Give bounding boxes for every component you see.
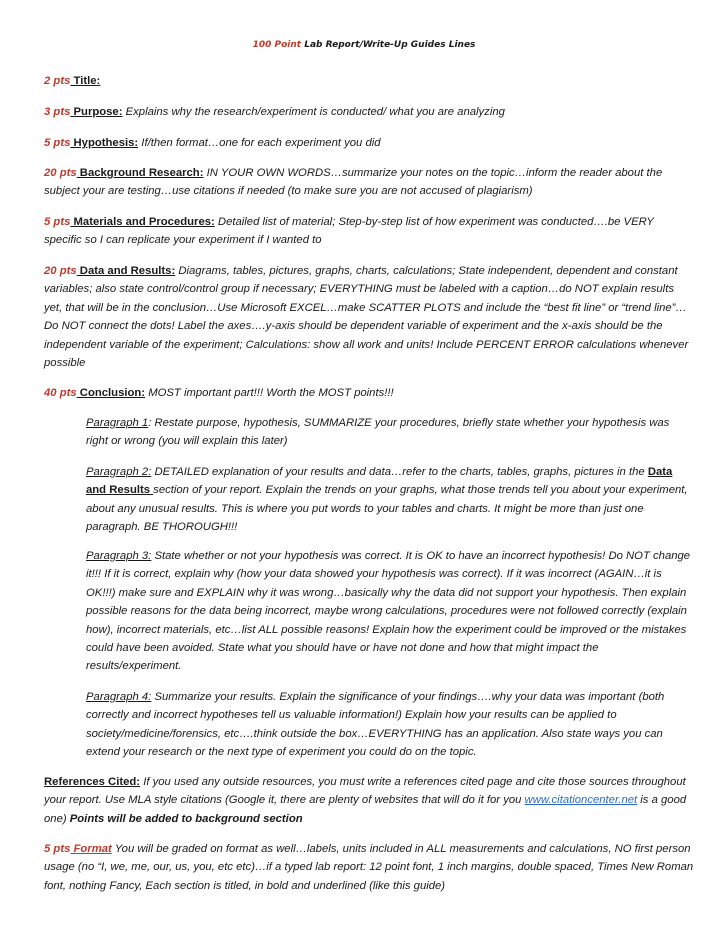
paragraph-2	[86, 463, 694, 537]
section-conclusion	[44, 384, 694, 402]
section-body: If you used any outside resources, you must write a references cited page and cite those sources throughout your report. Use MLA style citations (Google it, there are plenty of websites that will do it for you	[44, 776, 686, 807]
section-references	[44, 773, 694, 828]
section-body: Detailed list of material; Step-by-step list of how experiment was conducted….be VERY specific so I can replicate your experiment if I wanted to	[44, 216, 654, 247]
section-body: Explains why the research/experiment is conducted/ what you are analyzing	[122, 106, 505, 118]
paragraph-body-cont: section of your report. Explain the trends on your graphs, what those trends tell you about your experiment, about any unusual results. This is where you put words to your tables and charts. It might be more than just one paragraph. BE THOROUGH!!!	[86, 484, 688, 534]
paragraph-body: Summarize your results. Explain the significance of your findings….why your data was important (both correctly and incorrect hypotheses tell us valuable information!) Explain how your results can be applied to society/medicine/forensics, etc….think outside the box…EVERYTHING has an application. Also state ways you can extend your research or the next type of experiment you could do on the topic.	[86, 691, 665, 759]
section-body: You will be graded on format as well…labels, units included in ALL measurements and calculations, NO first person usage (no “I, we, me, our, us, you, etc etc)…if a typed lab report: 12 point font, 1 inch margins, double spaced, Times New Roman font, nothing Fancy, Each section is titled, in bold and underlined (like this guide)	[44, 843, 694, 892]
title-text: Lab Report/Write-Up Guides Lines	[301, 40, 476, 50]
section-heading: Purpose:	[70, 106, 123, 118]
points-label: 5 pts	[44, 843, 71, 855]
points-label: 5 pts	[44, 216, 71, 228]
paragraph-label: Paragraph 2:	[86, 466, 152, 478]
section-body: If/then format…one for each experiment you did	[138, 137, 381, 149]
points-label: 5 pts	[44, 137, 71, 149]
section-heading: Title:	[70, 75, 101, 87]
points-label: 3 pts	[44, 106, 71, 118]
title-points: 100 Point	[252, 40, 302, 50]
paragraph-3	[86, 547, 694, 676]
paragraph-label: Paragraph 3:	[86, 550, 152, 562]
section-hypothesis	[44, 134, 694, 152]
points-label: 20 pts	[44, 265, 77, 277]
section-body-cont: is a good one)	[44, 794, 687, 825]
section-heading: Materials and Procedures:	[70, 216, 215, 228]
section-materials	[44, 213, 694, 250]
section-body: IN YOUR OWN WORDS…summarize your notes on the topic…inform the reader about the subject your are testing…use citations if needed (to make sure you are not accused of plagiarism)	[44, 167, 663, 198]
section-data-results	[44, 262, 694, 372]
paragraph-label: Paragraph 1	[86, 417, 149, 429]
citation-link[interactable]: www.citationcenter.net	[524, 794, 638, 807]
points-label: 20 pts	[44, 167, 77, 179]
paragraph-body: State whether or not your hypothesis was correct. It is OK to have an incorrect hypothesis! Do NOT change it!!! If it is correct, explain why (how your data showed your hypothesis was correct). If it was incorrect (AGAIN…it is OK!!!) make sure and EXPLAIN why it was wrong…basically why the data did not support your hypothesis. Then explain possible reasons for the data being incorrect, maybe wrong calculations, procedures were not followed correctly (explain how), incorrect materials, etc…list ALL possible reasons! Explain how the experiment could be improved or the mistakes could have been avoided. State what you should have or have not done and how that might impact the results/experiment.	[86, 550, 691, 673]
data-results-ref: Data and Results	[86, 466, 673, 497]
section-purpose	[44, 103, 694, 121]
section-body: Diagrams, tables, pictures, graphs, charts, calculations; State independent, dependent and constant variables; also state control/control group if necessary; EVERYTHING must be labeled with a caption…do NOT explain results yet, that will be in the conclusion…Use Microsoft EXCEL…make SCATTER PLOTS and include the “best fit line” or “trend line”…Do NOT connect the dots! Label the axes….y-axis should be dependent variable of experiment and the x-axis should be the independent variable of the experiment; Calculations: show all work and units! Include PERCENT ERROR calculations whenever possible	[44, 265, 689, 370]
paragraph-1	[86, 414, 694, 451]
paragraph-body: : Restate purpose, hypothesis, SUMMARIZE your procedures, briefly state whether your hypothesis was right or wrong (you will explain this later)	[86, 417, 670, 448]
points-label: 40 pts	[44, 387, 77, 399]
section-heading: Data and Results:	[76, 265, 176, 277]
section-format	[44, 840, 694, 895]
document-title	[0, 40, 728, 50]
paragraph-body: DETAILED explanation of your results and data…refer to the charts, tables, graphs, pictures in the	[151, 466, 648, 478]
section-background	[44, 164, 694, 201]
section-title	[44, 72, 694, 90]
paragraph-4	[86, 688, 694, 762]
section-body: MOST important part!!! Worth the MOST points!!!	[145, 387, 394, 399]
section-heading: Background Research:	[76, 167, 204, 179]
section-heading: Conclusion:	[76, 387, 146, 399]
section-heading: References Cited:	[44, 776, 141, 788]
section-heading: Hypothesis:	[70, 137, 139, 149]
points-label: 2 pts	[44, 75, 71, 87]
section-note: Points will be added to background section	[69, 812, 303, 825]
paragraph-label: Paragraph 4:	[86, 691, 152, 703]
section-heading: Format	[70, 843, 112, 855]
